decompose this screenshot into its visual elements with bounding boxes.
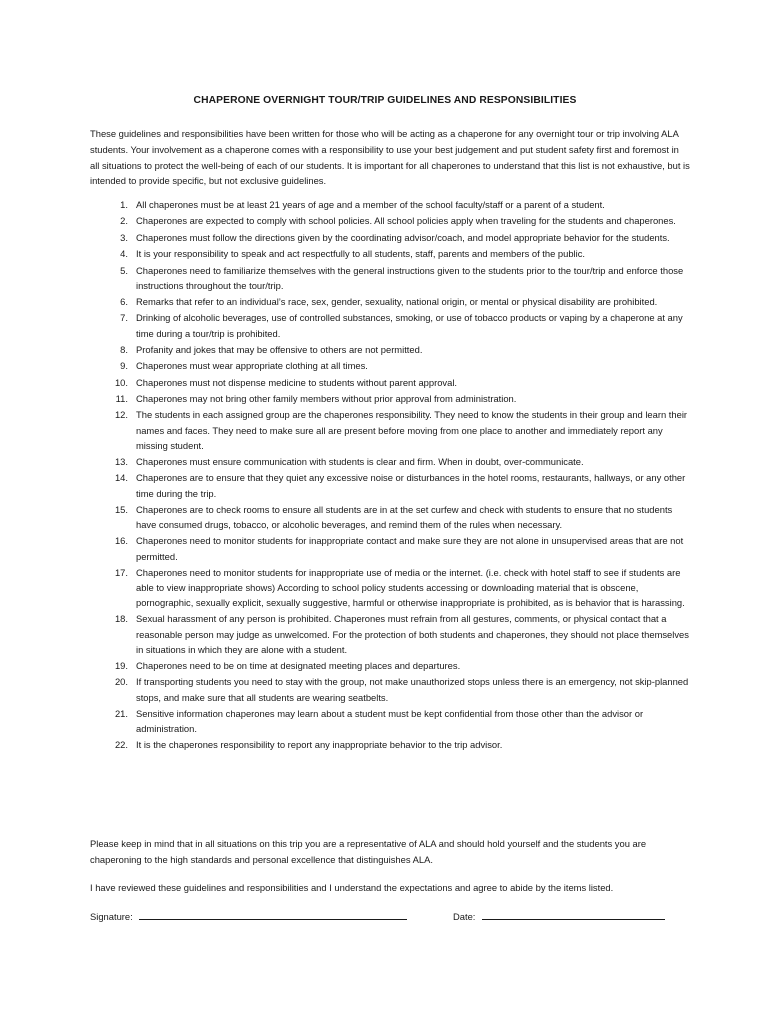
guideline-text: The students in each assigned group are the chaperones responsibility. They need to know the students in their group and learn their names and faces. They need to make sure all are present before moving from one place to another and immediately report any missing student. bbox=[136, 409, 688, 451]
document-title: CHAPERONE OVERNIGHT TOUR/TRIP GUIDELINES AND RESPONSIBILITIES bbox=[193, 95, 577, 106]
guideline-number: 3. bbox=[120, 231, 128, 243]
guideline-item bbox=[90, 375, 690, 390]
guideline-number: 13. bbox=[114, 456, 128, 468]
guideline-text: Chaperones may not bring other family members without prior approval from administration. bbox=[136, 393, 517, 405]
closing-paragraph: Please keep in mind that in all situations on this trip you are a representative of ALA and should hold yourself and the students you are chaperoning to the high standards and personal excellence that distinguishes ALA. bbox=[90, 838, 647, 865]
guideline-text: It is your responsibility to speak and act respectfully to all students, staff, parents and members of the public. bbox=[136, 248, 586, 260]
guideline-item bbox=[90, 706, 690, 736]
guideline-item bbox=[90, 454, 690, 469]
guideline-number: 12. bbox=[114, 409, 128, 421]
guideline-number: 22. bbox=[114, 739, 128, 751]
guideline-number: 4. bbox=[120, 248, 128, 260]
guideline-text: Profanity and jokes that may be offensive to others are not permitted. bbox=[136, 343, 423, 355]
guideline-text: Chaperones need to monitor students for inappropriate use of media or the internet. (i.e. check with hotel staff to see if students are able to view inappropriate shows) According to school policy students accessing or downloading material that is obscene, pornographic, sexually explicit, sexually suggestive, harmful or otherwise inappropriate is prohibited, as is behavior that is harassing. bbox=[136, 566, 685, 609]
guideline-item bbox=[90, 533, 690, 563]
guideline-text: If transporting students you need to stay with the group, not make unauthorized stops unless there is an emergency, not skip-planned stops, and make sure that all students are wearing seatbelts. bbox=[136, 676, 689, 703]
guideline-item bbox=[90, 294, 690, 309]
guideline-text: All chaperones must be at least 21 years of age and a member of the school faculty/staff or a parent of a student. bbox=[136, 199, 605, 210]
guideline-item bbox=[90, 391, 690, 406]
guideline-text: Drinking of alcoholic beverages, use of controlled substances, smoking, or use of tobacco products or vaping by a chaperone at any time during a tour/trip is prohibited. bbox=[136, 312, 683, 339]
guideline-text: It is the chaperones responsibility to report any inappropriate behavior to the trip advisor. bbox=[136, 739, 503, 751]
guideline-text: Sensitive information chaperones may learn about a student must be kept confidential from those other than the advisor or administration. bbox=[136, 707, 644, 735]
guideline-number: 5. bbox=[120, 264, 128, 276]
guideline-number: 1. bbox=[120, 199, 128, 210]
guideline-number: 18. bbox=[114, 613, 128, 625]
guideline-number: 6. bbox=[120, 296, 128, 308]
guideline-text: Chaperones need to be on time at designated meeting places and departures. bbox=[136, 660, 461, 672]
acknowledgement-statement: I have reviewed these guidelines and responsibilities and I understand the expectations and agree to abide by the items listed. bbox=[90, 882, 614, 893]
guideline-number: 20. bbox=[114, 676, 128, 688]
guideline-text: Remarks that refer to an individual’s race, sex, gender, sexuality, national origin, or mental or physical disability are prohibited. bbox=[136, 296, 658, 308]
guideline-text: Chaperones must not dispense medicine to students without parent approval. bbox=[136, 376, 458, 388]
guideline-number: 17. bbox=[114, 566, 128, 578]
guideline-item bbox=[90, 342, 690, 357]
guideline-text: Sexual harassment of any person is prohibited. Chaperones must refrain from all gestures, comments, or physical contact that a reasonable person may judge as unwelcomed. For the protection of both students and chaperones, they should not place themselves in situations in which they are alone with a student. bbox=[136, 613, 689, 655]
signature-field[interactable] bbox=[90, 911, 407, 922]
guideline-item bbox=[90, 502, 690, 532]
guideline-text: Chaperones must ensure communication with students is clear and firm. When in doubt, over-communicate. bbox=[136, 456, 584, 468]
guideline-item bbox=[90, 230, 690, 245]
guideline-text: Chaperones are expected to comply with school policies. All school policies apply when traveling for the students and chaperones. bbox=[136, 215, 676, 227]
guideline-text: Chaperones are to check rooms to ensure all students are in at the set curfew and check with students to ensure that no students have consumed drugs, tobacco, or alcoholic beverages, and remind them of the rules when necessary. bbox=[136, 503, 673, 531]
guideline-text: Chaperones are to ensure that they quiet any excessive noise or disturbances in the hotel rooms, restaurants, hallways, or any other time during the trip. bbox=[136, 472, 686, 499]
guideline-item bbox=[90, 310, 690, 340]
guideline-number: 14. bbox=[114, 472, 128, 484]
guideline-number: 15. bbox=[114, 503, 128, 515]
guideline-number: 16. bbox=[114, 535, 128, 547]
guideline-item bbox=[90, 246, 690, 261]
guideline-number: 10. bbox=[114, 376, 128, 388]
guideline-item bbox=[90, 737, 690, 752]
guideline-item bbox=[90, 674, 690, 704]
guideline-item bbox=[90, 358, 690, 373]
guideline-text: Chaperones need to familiarize themselves with the general instructions given to the students prior to the tour/trip and enforce those instructions throughout the tour/trip. bbox=[136, 264, 684, 291]
date-label: Date: bbox=[453, 911, 476, 922]
guideline-number: 11. bbox=[115, 393, 128, 405]
signature-line[interactable] bbox=[139, 911, 407, 920]
guideline-number: 2. bbox=[120, 215, 128, 227]
guidelines-list bbox=[90, 197, 690, 754]
guideline-number: 9. bbox=[120, 360, 128, 372]
guideline-number: 8. bbox=[120, 343, 128, 355]
guideline-item bbox=[90, 658, 690, 673]
date-field[interactable] bbox=[453, 911, 665, 922]
guideline-item bbox=[90, 213, 690, 228]
guideline-item bbox=[90, 470, 690, 500]
intro-paragraph: These guidelines and responsibilities have been written for those who will be acting as a chaperone for any overnight tour or trip involving ALA students. Your involvement as a chaperone comes with a responsibility to use your best judgement and put student safety first and foremost in all situations to protect the well-being of each of our students. It is important for all chaperones to understand that this list is not exhaustive, but is intended to provide specific, but not exclusive guidelines. bbox=[90, 128, 690, 187]
guideline-number: 19. bbox=[114, 660, 128, 672]
guideline-number: 7. bbox=[120, 312, 128, 324]
guideline-item bbox=[90, 263, 690, 293]
guideline-item bbox=[90, 407, 690, 452]
guideline-item bbox=[90, 197, 690, 212]
guideline-item bbox=[90, 611, 690, 656]
signature-label: Signature: bbox=[90, 911, 133, 922]
guideline-text: Chaperones must wear appropriate clothing at all times. bbox=[136, 360, 368, 372]
guideline-number: 21. bbox=[114, 707, 128, 719]
guideline-item bbox=[90, 565, 690, 610]
date-line[interactable] bbox=[482, 911, 665, 920]
guideline-text: Chaperones need to monitor students for inappropriate contact and make sure they are not alone in unsupervised areas that are not permitted. bbox=[136, 535, 684, 562]
guideline-text: Chaperones must follow the directions given by the coordinating advisor/coach, and model appropriate behavior for the students. bbox=[136, 231, 670, 243]
